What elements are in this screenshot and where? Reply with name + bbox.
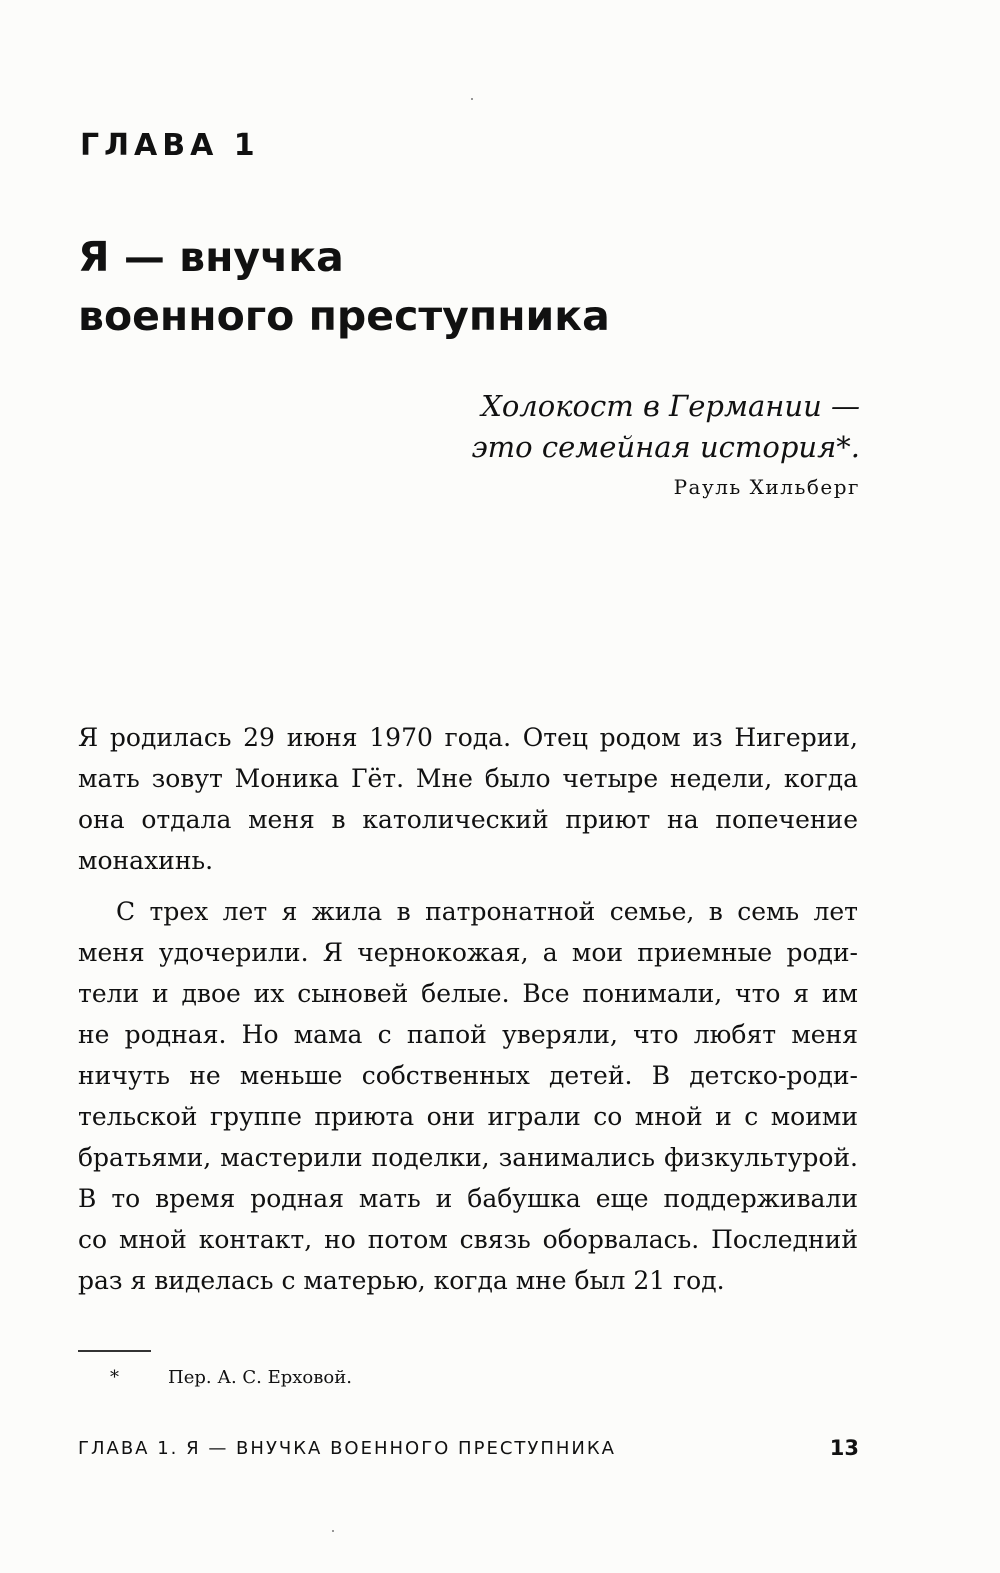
text-line: братьями, мастерили поделки, занимались физкультурой. bbox=[78, 1143, 858, 1172]
text-line: мать зовут Моника Гёт. Мне было четыре недели, когда bbox=[78, 764, 858, 793]
paragraph-2 bbox=[78, 891, 858, 1301]
epigraph-author: Рауль Хильберг bbox=[673, 475, 860, 499]
paragraph-1 bbox=[78, 717, 858, 881]
chapter-title bbox=[78, 228, 858, 346]
chapter-label: ГЛАВА 1 bbox=[80, 128, 260, 163]
epigraph-line-1: Холокост в Германии — bbox=[481, 389, 860, 423]
chapter-title-line-1: Я — внучка bbox=[78, 233, 344, 281]
text-line: тели и двое их сыновей белые. Все понимали, что я им bbox=[78, 979, 858, 1008]
chapter-title-line-2: военного преступника bbox=[78, 292, 610, 340]
text-line: раз я виделась с матерью, когда мне был 21 год. bbox=[78, 1266, 725, 1295]
text-line: Я родилась 29 июня 1970 года. Отец родом из Нигерии, bbox=[78, 723, 858, 752]
text-line: тельской группе приюта они играли со мной и с моими bbox=[78, 1102, 858, 1131]
paper-speck bbox=[332, 1530, 334, 1532]
text-line: ничуть не меньше собственных детей. В детско-роди- bbox=[78, 1061, 858, 1090]
epigraph-line-2: это семейная история*. bbox=[471, 430, 860, 464]
paper-speck bbox=[471, 98, 473, 100]
text-line: монахинь. bbox=[78, 846, 214, 875]
running-head: ГЛАВА 1. Я — ВНУЧКА ВОЕННОГО ПРЕСТУПНИКА bbox=[78, 1438, 616, 1459]
text-line: С трех лет я жила в патронатной семье, в семь лет bbox=[116, 897, 858, 926]
body-text bbox=[78, 717, 858, 1301]
footnote-divider bbox=[78, 1350, 151, 1352]
footnote bbox=[110, 1366, 352, 1390]
page-number: 13 bbox=[829, 1436, 859, 1460]
text-line: со мной контакт, но потом связь оборвалась. Последний bbox=[78, 1225, 858, 1254]
text-line: меня удочерили. Я чернокожая, а мои приемные роди- bbox=[78, 938, 858, 967]
text-line: не родная. Но мама с папой уверяли, что любят меня bbox=[78, 1020, 858, 1049]
text-line: она отдала меня в католический приют на попечение bbox=[78, 805, 858, 834]
text-line: В то время родная мать и бабушка еще поддерживали bbox=[78, 1184, 858, 1213]
footnote-marker: * bbox=[110, 1367, 119, 1388]
footnote-text: Пер. А. С. Ерховой. bbox=[168, 1367, 352, 1388]
epigraph bbox=[471, 386, 860, 502]
